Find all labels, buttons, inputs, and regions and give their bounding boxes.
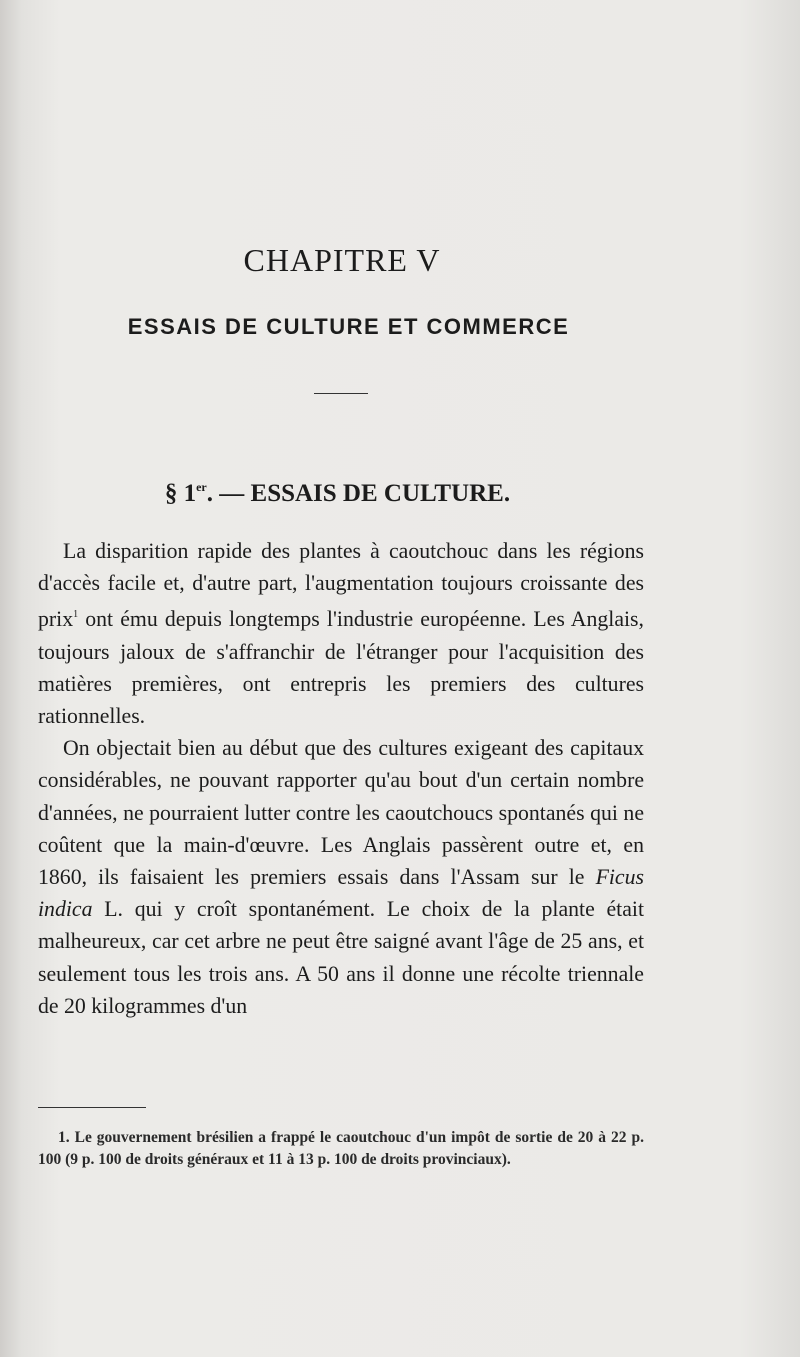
- paragraph-2-part-a: On objectait bien au début que des cultures exigeant des capitaux considérables, ne pouvant rapporter qu'au bout d'un certain nombre d'années, ne pourraient lutter contre les caoutchoucs spontanés qui ne coûtent que la main-d'œuvre. Les Anglais passèrent outre et, en 1860, ils faisaient les premiers essais dans l'Assam sur le: [38, 736, 644, 890]
- paragraph-2: [38, 732, 644, 1022]
- footnote-divider: [38, 1107, 146, 1108]
- footnote: 1. Le gouvernement brésilien a frappé le caoutchouc d'un impôt de sortie de 20 à 22 p. 100 (9 p. 100 de droits généraux et 11 à 13 p. 100 de droits provinciaux).: [38, 1129, 644, 1168]
- paragraph-1-part-a: La disparition rapide des plantes à caoutchouc dans les régions d'accès facile et, d'autre part, l'augmentation toujours croissante des prix: [38, 539, 644, 632]
- subsection-heading: [0, 470, 675, 511]
- paragraph-1: [38, 535, 644, 732]
- chapter-title: CHAPITRE V: [243, 242, 441, 278]
- paragraph-1-part-b: ont ému depuis longtemps l'industrie européenne. Les Anglais, toujours jaloux de s'affranchir de l'étranger pour l'acquisition des matières premières, ont entrepris les premiers des cultures rationnelles.: [38, 607, 644, 729]
- body-text: [38, 535, 644, 1022]
- chapter-heading: ESSAIS DE CULTURE ET COMMERCE: [127, 314, 570, 339]
- subsection-title: . — ESSAIS DE CULTURE.: [206, 480, 511, 507]
- section-mark-superscript: er: [196, 480, 207, 494]
- footnote-reference: 1: [73, 609, 79, 621]
- section-mark: § 1: [164, 480, 197, 507]
- paragraph-2-part-b: L. qui y croît spontanément. Le choix de la plante était malheureux, car cet arbre ne peut être saigné avant l'âge de 25 ans, et seulement tous les trois ans. A 50 ans il donne une récolte triennale de 20 kilogrammes d'un: [38, 897, 644, 1018]
- heading-divider: [314, 393, 368, 394]
- species-name: Ficus indica: [38, 865, 644, 922]
